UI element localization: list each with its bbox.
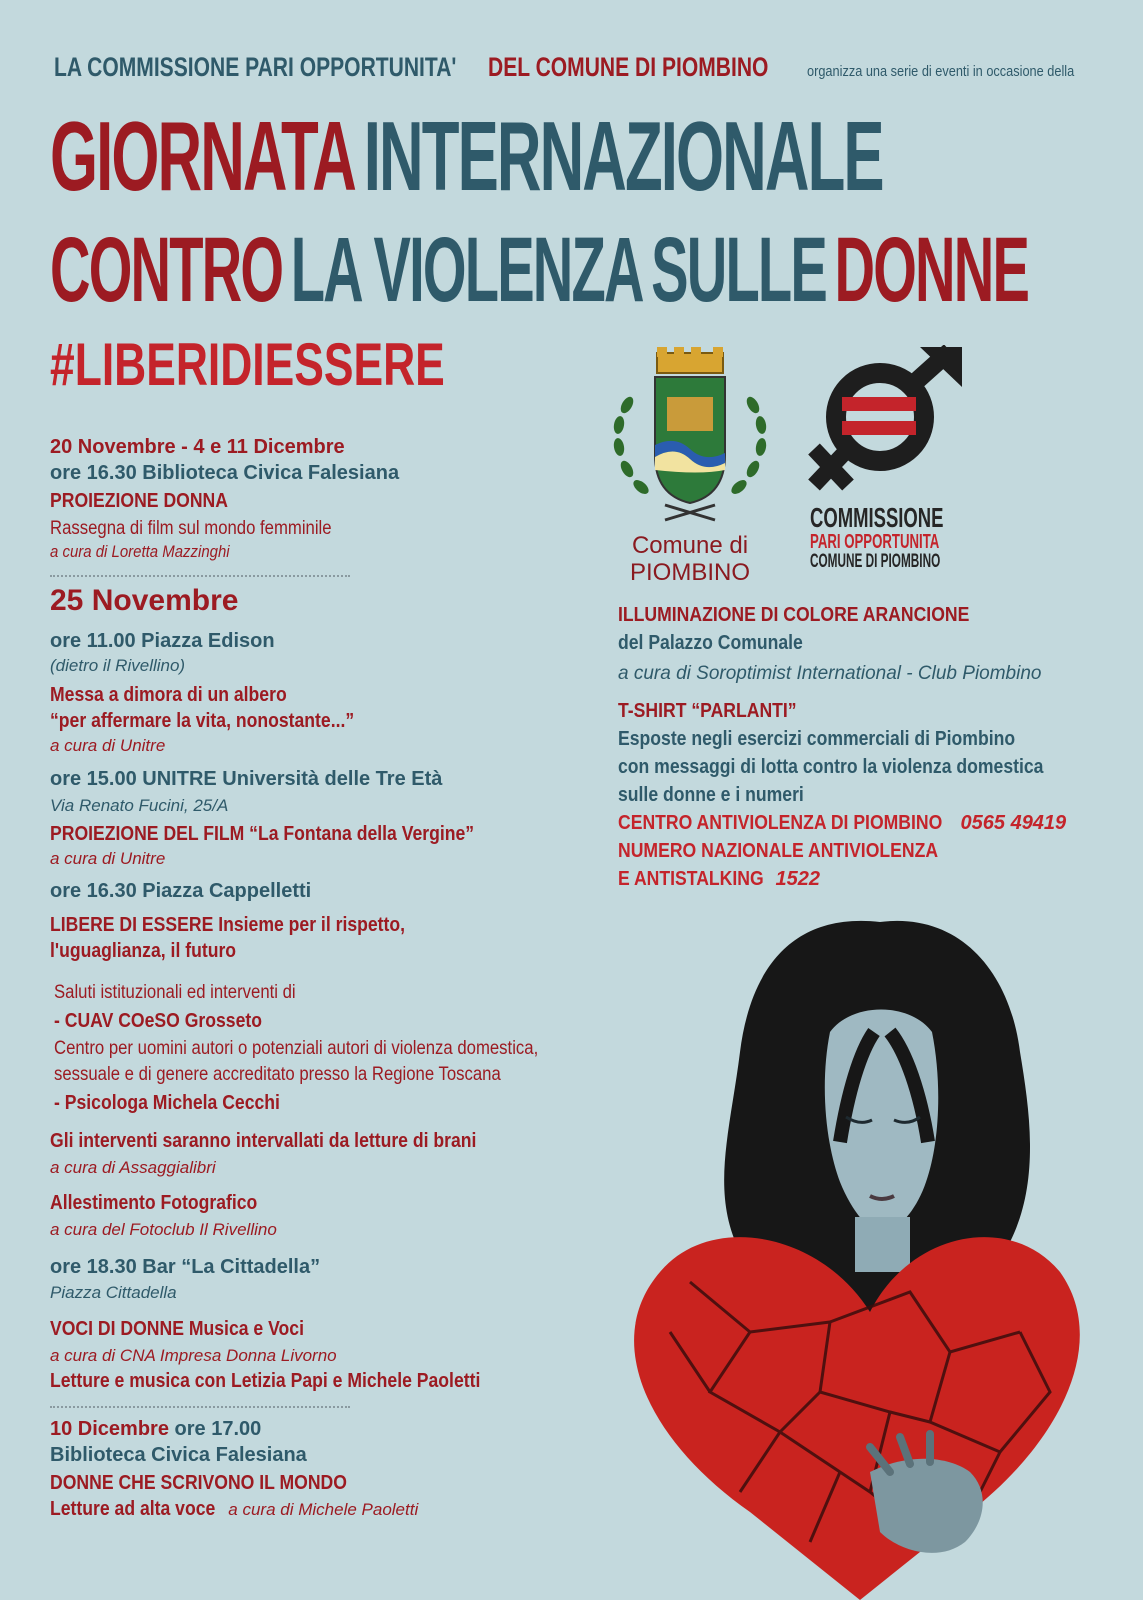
e1-time: ore 11.00 Piazza Edison [50, 630, 275, 652]
headline-contro: CONTRO [50, 219, 283, 321]
woman-with-broken-heart-illustration [590, 912, 1143, 1600]
r2-contact2: NUMERO NAZIONALE ANTIVIOLENZA [618, 840, 939, 862]
r2-contact1-label: CENTRO ANTIVIOLENZA DI PIOMBINO [618, 812, 943, 834]
organizer-line [54, 52, 1114, 83]
e2-title: PROIEZIONE DEL FILM “La Fontana della Vergine” [50, 823, 475, 845]
headline-line2 [50, 218, 1028, 323]
e3-photo-curator: a cura del Fotoclub Il Rivellino [50, 1220, 277, 1239]
r2-title: T-SHIRT “PARLANTI” [618, 700, 797, 722]
headline-la-violenza: LA VIOLENZA [290, 219, 643, 321]
comune-name-line1: Comune di [631, 532, 749, 559]
e1-title1: Messa a dimora di un albero [50, 684, 287, 706]
e1-curator: a cura di Unitre [50, 736, 166, 755]
e3-speaker1-desc1: Centro per uomini autori o potenziali autori di violenza domestica, [54, 1038, 539, 1059]
block3-datetime [50, 1418, 261, 1441]
organizer-part2: DEL COMUNE DI PIOMBINO [487, 52, 769, 82]
e1-title2: “per affermare la vita, nonostante...” [50, 710, 355, 732]
r2-line2: con messaggi di lotta contro la violenza domestica [618, 756, 1044, 778]
divider [50, 575, 350, 577]
block1-curator: a cura di Loretta Mazzinghi [50, 542, 230, 561]
block1-place: ore 16.30 Biblioteca Civica Falesiana [50, 462, 400, 484]
e4-curator: a cura di CNA Impresa Donna Livorno [50, 1346, 337, 1365]
commissione-line3: COMUNE DI PIOMBINO [810, 551, 941, 572]
gender-equality-icon [808, 345, 968, 493]
e3-photo: Allestimento Fotografico [50, 1192, 258, 1214]
commissione-line1: COMMISSIONE [810, 502, 944, 533]
e2-curator: a cura di Unitre [50, 849, 166, 868]
headline-internazionale: INTERNAZIONALE [363, 101, 883, 211]
block3-time: ore 17.00 [174, 1418, 262, 1440]
e3-speaker1-desc2: sessuale e di genere accreditato presso la Regione Toscana [54, 1064, 501, 1085]
coat-of-arms-icon [605, 345, 775, 525]
headline-donne: DONNE [834, 219, 1029, 321]
r2-contact1-number: 0565 49419 [960, 812, 1067, 834]
commissione-line2: PARI OPPORTUNITA [810, 531, 940, 553]
r1-title: ILLUMINAZIONE DI COLORE ARANCIONE [618, 604, 970, 626]
e1-note: (dietro il Rivellino) [50, 656, 186, 675]
e3-time: ore 16.30 Piazza Cappelletti [50, 880, 312, 902]
e4-time: ore 18.30 Bar “La Cittadella” [50, 1256, 321, 1278]
block1-date: 20 Novembre - 4 e 11 Dicembre [50, 436, 345, 458]
e3-intro: Saluti istituzionali ed interventi di [54, 982, 296, 1003]
r2-contact3 [618, 868, 820, 891]
r2-contact3-number: 1522 [775, 868, 821, 890]
commissione-logo [808, 345, 978, 580]
r1-sub: del Palazzo Comunale [618, 632, 803, 654]
r1-curator: a cura di Soroptimist International - Club Piombino [618, 663, 1042, 684]
comune-logo [605, 345, 775, 586]
e3-speaker2: - Psicologa Michela Cecchi [54, 1092, 280, 1114]
headline-sulle: SULLE [651, 219, 826, 321]
r2-contact1 [618, 812, 1066, 835]
block1-desc: Rassegna di film sul mondo femminile [50, 518, 332, 539]
block3-desc: Letture ad alta voce [50, 1498, 216, 1520]
block3-curator: a cura di Michele Paoletti [228, 1500, 419, 1519]
e3-readings-curator: a cura di Assaggialibri [50, 1158, 216, 1177]
block3-place: Biblioteca Civica Falesiana [50, 1444, 307, 1466]
e3-speaker1: - CUAV COeSO Grosseto [54, 1010, 262, 1032]
e3-title1: LIBERE DI ESSERE Insieme per il rispetto, [50, 914, 406, 936]
headline-line1 [50, 100, 883, 213]
comune-name-line2: PIOMBINO [629, 559, 750, 586]
block3-date: 10 Dicembre [50, 1418, 169, 1440]
e4-place: Piazza Cittadella [50, 1283, 177, 1302]
e3-title2: l'uguaglianza, il futuro [50, 940, 237, 962]
block3-title: DONNE CHE SCRIVONO IL MONDO [50, 1472, 347, 1494]
r2-line3: sulle donne e i numeri [618, 784, 804, 806]
block3-desc-line [50, 1498, 418, 1521]
block1-title: PROIEZIONE DONNA [50, 490, 228, 512]
r2-contact3-label: E ANTISTALKING [618, 868, 764, 890]
divider [50, 1406, 350, 1408]
hashtag: #LIBERIDIESSERE [50, 331, 445, 398]
r2-line1: Esposte negli esercizi commerciali di Piombino [618, 728, 1016, 750]
block2-date: 25 Novembre [50, 584, 239, 617]
e2-address: Via Renato Fucini, 25/A [50, 796, 229, 815]
e4-desc: Letture e musica con Letizia Papi e Michele Paoletti [50, 1370, 481, 1392]
e3-readings: Gli interventi saranno intervallati da letture di brani [50, 1130, 477, 1152]
organizer-part3: organizza una serie di eventi in occasione della [807, 63, 1075, 80]
headline-giornata: GIORNATA [50, 101, 355, 211]
organizer-part1: LA COMMISSIONE PARI OPPORTUNITA' [54, 52, 457, 82]
e4-title: VOCI DI DONNE Musica e Voci [50, 1318, 304, 1340]
e2-time: ore 15.00 UNITRE Università delle Tre Età [50, 768, 443, 790]
